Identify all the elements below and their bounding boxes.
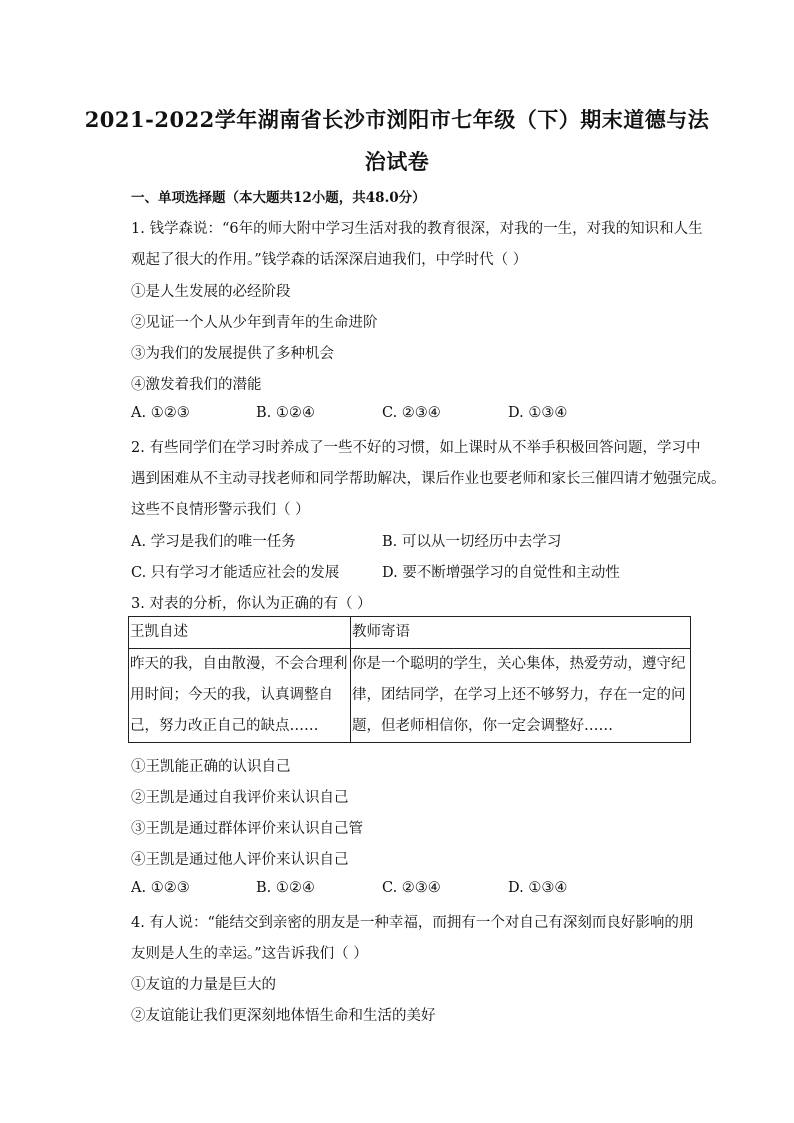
section-heading: 一、单项选择题（本大题共12小题，共48.0分） [131,190,426,206]
table-cell [129,649,351,743]
q1-stem-line1: 1. 钱学森说：“6年的师大附中学习生活对我的教育很深，对我的一生，对我的知识和人生 [131,221,703,237]
q4-item-2: ②友谊能让我们更深刻地体悟生命和生活的美好 [131,1008,436,1024]
q3-table [128,616,691,743]
exam-title-line1: 2021-2022学年湖南省长沙市浏阳市七年级（下）期末道德与法 [84,107,710,132]
q3-option-d: D. ①③④ [508,880,568,896]
q4-item-1: ①友谊的力量是巨大的 [131,977,276,993]
table-header-cell: 教师寄语 [351,617,691,649]
q4-stem-line2: 友则是人生的幸运。”这告诉我们（ ） [131,946,368,962]
q1-item-4: ④激发着我们的潜能 [131,377,262,393]
q3-option-c: C. ②③④ [382,880,441,896]
exam-title-line2: 治试卷 [364,149,430,174]
q1-option-c: C. ②③④ [382,405,441,421]
q2-stem-line1: 2. 有些同学们在学习时养成了一些不好的习惯，如上课时从不举手积极回答问题，学习中 [131,440,701,456]
q3-stem: 3. 对表的分析，你认为正确的有（ ） [131,596,372,612]
q1-option-a: A. ①②③ [131,405,190,421]
q1-stem-line2: 观起了很大的作用。”钱学森的话深深启迪我们，中学时代（ ） [131,252,528,268]
table-header-row [129,617,691,649]
q1-option-d: D. ①③④ [508,405,568,421]
q2-option-c: C. 只有学习才能适应社会的发展 [131,565,340,581]
q1-option-b: B. ①②④ [256,405,315,421]
q3-option-a: A. ①②③ [131,880,190,896]
q1-item-3: ③为我们的发展提供了多种机会 [131,346,334,362]
q1-item-2: ②见证一个人从少年到青年的生命进阶 [131,315,378,331]
table-cell-text: 你是一个聪明的学生，关心集体，热爱劳动，遵守纪律，团结同学，在学习上还不够努力，存在一定的问题，但老师相信你，你一定会调整好…… [352,656,686,734]
q1-item-1: ①是人生发展的必经阶段 [131,284,291,300]
table-row [129,649,691,743]
table-cell [351,649,691,743]
q3-item-3: ③王凯是通过群体评价来认识自己管 [131,821,363,837]
table-cell-text: 昨天的我，自由散漫，不会合理利用时间；今天的我，认真调整自己，努力改正自己的缺点…… [130,656,348,734]
q3-item-4: ④王凯是通过他人评价来认识自己 [131,852,349,868]
q2-option-a: A. 学习是我们的唯一任务 [131,534,296,550]
q3-item-1: ①王凯能正确的认识自己 [131,759,291,775]
q4-stem-line1: 4. 有人说：“能结交到亲密的朋友是一种幸福，而拥有一个对自己有深刻而良好影响的朋 [131,915,694,931]
q2-stem-line2: 遇到困难从不主动寻找老师和同学帮助解决，课后作业也要老师和家长三催四请才勉强完成。 [131,471,726,487]
q2-option-b: B. 可以从一切经历中去学习 [382,534,562,550]
q2-stem-line3: 这些不良情形警示我们（ ） [131,502,310,518]
q3-option-b: B. ①②④ [256,880,315,896]
q2-option-d: D. 要不断增强学习的自觉性和主动性 [382,565,620,581]
q3-item-2: ②王凯是通过自我评价来认识自己 [131,790,349,806]
table-header-cell: 王凯自述 [129,617,351,649]
